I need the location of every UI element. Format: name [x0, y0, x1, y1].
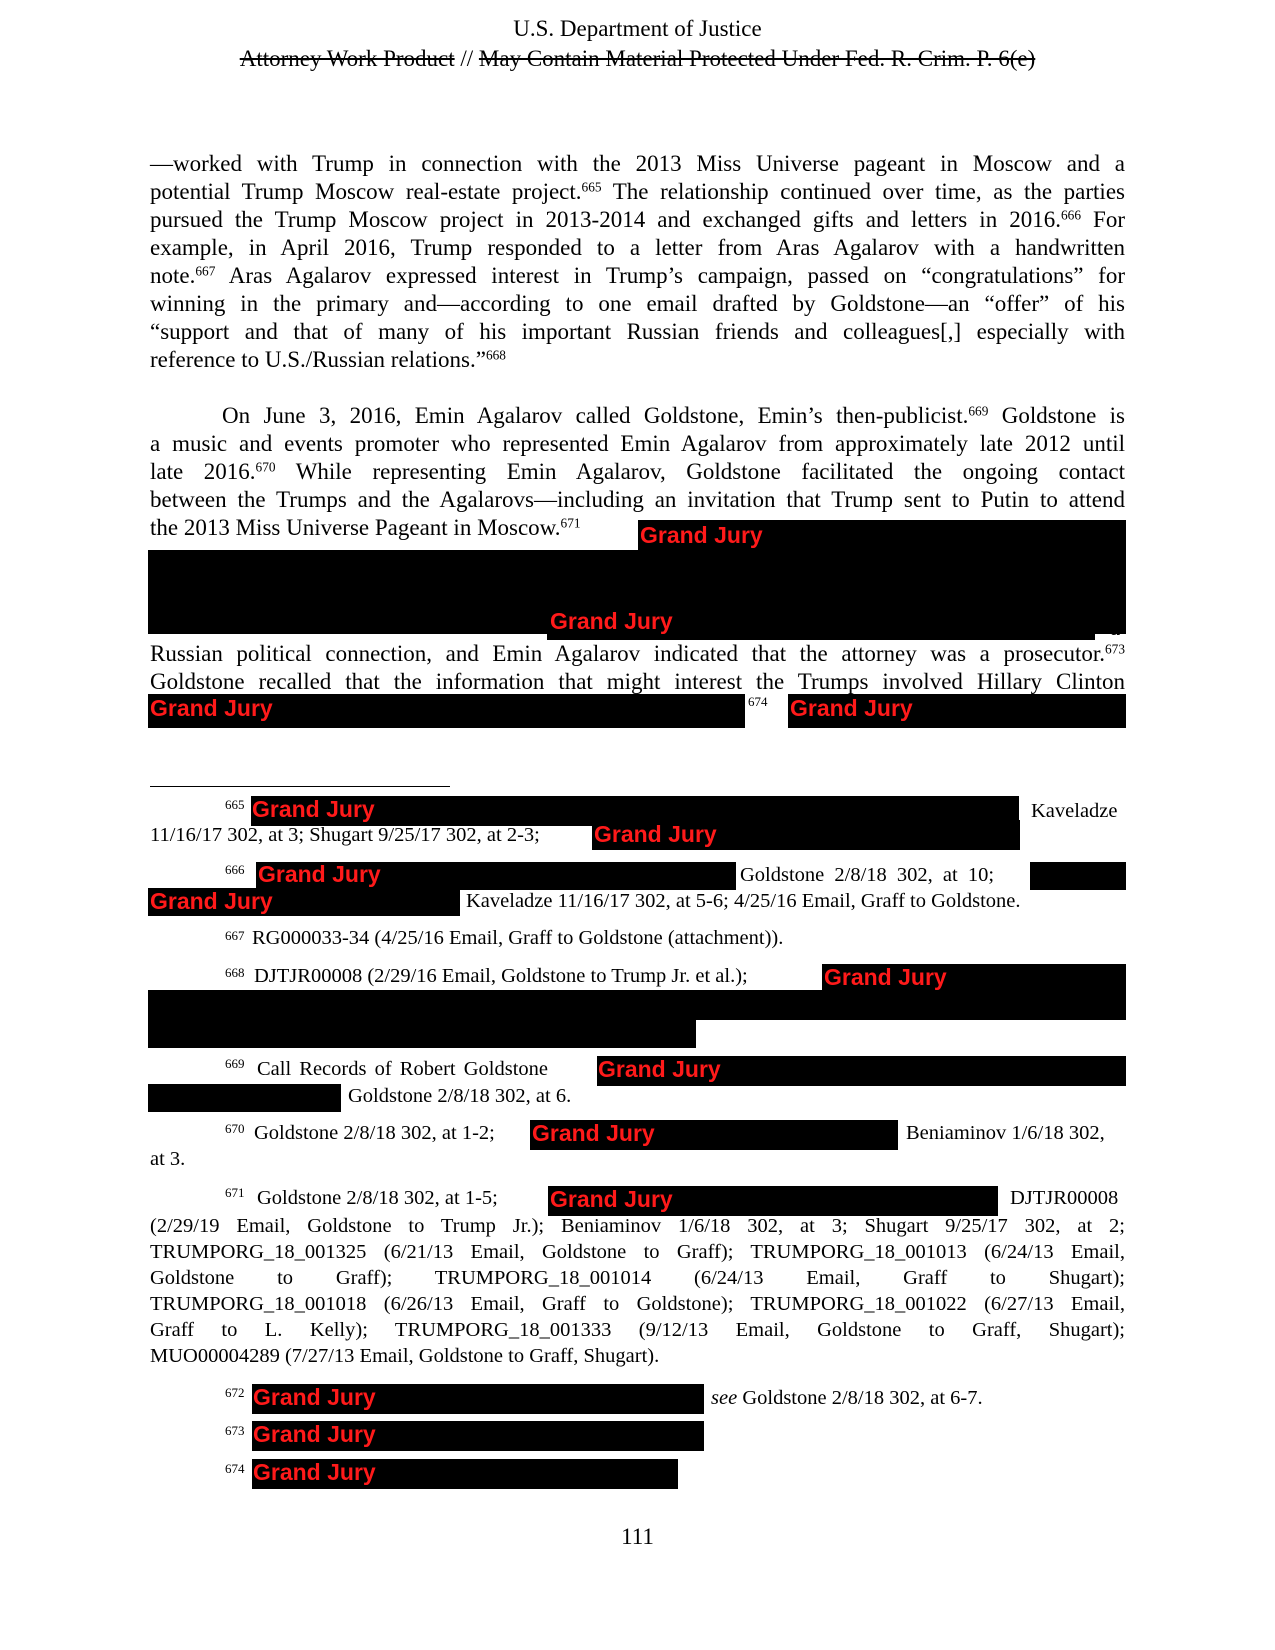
text-line: winning in the primary and—according to one email drafted by Goldstone—an “offer” of his: [150, 291, 1125, 316]
footnote-ref: 674: [748, 694, 768, 709]
footnote-text: 11/16/17 302, at 3; Shugart 9/25/17 302, at 2-3;: [150, 824, 540, 846]
text-fragment: Goldstone understood: [318, 611, 521, 636]
footnote-text: Kaveladze: [1031, 800, 1118, 822]
text-fragment: a: [1110, 615, 1121, 640]
header-agency: U.S. Department of Justice: [513, 16, 762, 41]
redaction-block: [148, 1084, 341, 1112]
footnote-text: Goldstone 2/8/18 302, at 1-2;: [254, 1122, 495, 1144]
redaction-label: Grand Jury: [824, 964, 947, 990]
redaction-label: Grand Jury: [258, 861, 381, 887]
text-line: example, in April 2016, Trump responded to a letter from Aras Agalarov with a handwritten: [150, 235, 1125, 260]
footnote-number: 673: [225, 1423, 245, 1438]
redaction-label: Grand Jury: [150, 888, 273, 914]
see-signal: see: [711, 1387, 738, 1409]
redaction-label: Grand Jury: [594, 821, 717, 847]
footnote-text: RG000033-34 (4/25/16 Email, Graff to Goldstone (attachment)).: [252, 927, 784, 949]
text-line: late 2016.$^{670}$ While representing Emin Agalarov, Goldstone facilitated the ongoing contact: [150, 459, 1125, 484]
text-line: the 2013 Miss Universe Pageant in Moscow.$^{671}$: [150, 515, 581, 540]
text-line: On June 3, 2016, Emin Agalarov called Goldstone, Emin’s then-publicist.$^{669}$ Goldstone is: [222, 403, 1125, 428]
redaction-label: Grand Jury: [790, 695, 913, 721]
text-line: potential Trump Moscow real-estate project.$^{665}$ The relationship continued over time, as the parties: [150, 179, 1125, 204]
footnote-text: Call Records of Robert Goldstone: [257, 1058, 548, 1080]
marking-separator: //: [454, 46, 479, 71]
text-line: pursued the Trump Moscow project in 2013-2014 and exchanged gifts and letters in 2016.$^{666}$ For: [150, 207, 1125, 232]
redaction-label: Grand Jury: [532, 1120, 655, 1146]
footnote-number: 667: [225, 928, 245, 943]
footnote-ref: 671: [560, 515, 581, 531]
header-marking: [0, 46, 1275, 72]
redaction-label: Grand Jury: [550, 1186, 673, 1212]
text-line: —worked with Trump in connection with the 2013 Miss Universe pageant in Moscow and a: [150, 151, 1125, 176]
text-line: Russian political connection, and Emin Agalarov indicated that the attorney was a prosecutor.$^{673}$: [150, 641, 1125, 666]
redaction-label: Grand Jury: [253, 1421, 376, 1447]
footnote-text: DJTJR00008: [1010, 1187, 1119, 1209]
redaction-block: [148, 1018, 696, 1048]
footnote-text: Goldstone 2/8/18 302, at 6.: [348, 1085, 572, 1107]
footnote-number: 674: [225, 1461, 245, 1476]
footnote-number: 669: [225, 1056, 245, 1071]
footnote-ref: 665: [581, 179, 602, 195]
footnote-text: Goldstone 2/8/18 302, at 10;: [740, 864, 995, 886]
redaction-label: Grand Jury: [550, 608, 673, 634]
footnote-ref: 673: [1105, 641, 1125, 657]
redaction-label: Grand Jury: [252, 796, 375, 822]
text-line: between the Trumps and the Agalarovs—including an invitation that Trump sent to Putin to attend: [150, 487, 1125, 512]
footnote-ref: 670: [255, 459, 276, 475]
text-line: note.$^{667}$ Aras Agalarov expressed interest in Trump’s campaign, passed on “congratulations” for: [150, 263, 1125, 288]
footnote-text: TRUMPORG_18_001018 (6/26/13 Email, Graff to Goldstone); TRUMPORG_18_001022 (6/27/13 Email,: [150, 1293, 1125, 1315]
redaction-block: [1030, 862, 1126, 890]
redaction-label: Grand Jury: [150, 695, 273, 721]
text-line: reference to U.S./Russian relations.”$^{668}$: [150, 347, 506, 372]
footnote-number: 665: [225, 797, 245, 812]
redaction-block: [148, 990, 1126, 1020]
footnote-text: (2/29/19 Email, Goldstone to Trump Jr.); Beniaminov 1/6/18 302, at 3; Shugart 9/25/17 302, at 2;: [150, 1215, 1125, 1237]
footnote-text: see Goldstone 2/8/18 302, at 6-7.: [711, 1387, 983, 1409]
text-fragment: .$^{672}$: [266, 605, 292, 630]
redaction-label: Grand Jury: [640, 522, 763, 548]
text-line: “support and that of many of his important Russian friends and colleagues[,] especially with: [150, 319, 1125, 344]
footnote-text: at 3.: [150, 1148, 186, 1170]
redaction-label: Grand Jury: [253, 1384, 376, 1410]
footnote-text: Beniaminov 1/6/18 302,: [906, 1122, 1105, 1144]
footnote-text: TRUMPORG_18_001325 (6/21/13 Email, Goldstone to Graff); TRUMPORG_18_001013 (6/24/13 Email,: [150, 1241, 1125, 1263]
footnote-separator: [150, 786, 450, 787]
page-number: 111: [621, 1524, 654, 1549]
footnote-text: Graff to L. Kelly); TRUMPORG_18_001333 (9/12/13 Email, Goldstone to Graff, Shugart);: [150, 1319, 1125, 1341]
footnote-text: MUO00004289 (7/27/13 Email, Goldstone to Graff, Shugart).: [150, 1345, 660, 1367]
footnote-ref: 667: [195, 263, 216, 279]
footnote-number: 670: [225, 1121, 245, 1136]
marking-grand-jury: May Contain Material Protected Under Fed. R. Crim. P. 6(e): [478, 46, 1036, 71]
text-line: a music and events promoter who represented Emin Agalarov from approximately late 2012 until: [150, 431, 1125, 456]
text-line: Goldstone recalled that the information that might interest the Trumps involved Hillary Clinton: [150, 669, 1125, 694]
footnote-number: 671: [225, 1185, 245, 1200]
marking-work-product: Attorney Work Product: [239, 46, 455, 71]
footnote-text: Goldstone to Graff); TRUMPORG_18_001014 (6/24/13 Email, Graff to Shugart);: [150, 1267, 1125, 1289]
footnote-number: 666: [225, 862, 245, 877]
footnote-number: 668: [225, 965, 245, 980]
footnote-ref: 668: [485, 347, 506, 363]
footnote-text: Kaveladze 11/16/17 302, at 5-6; 4/25/16 Email, Graff to Goldstone.: [466, 890, 1021, 912]
redaction-label: Grand Jury: [253, 1459, 376, 1485]
footnote-ref: 669: [968, 403, 989, 419]
footnote-ref: 666: [1061, 207, 1081, 223]
footnote-text: Goldstone 2/8/18 302, at 1-5;: [257, 1187, 498, 1209]
footnote-ref: 672: [271, 605, 292, 621]
footnote-number: 672: [225, 1385, 245, 1400]
footnote-text: DJTJR00008 (2/29/16 Email, Goldstone to Trump Jr. et al.);: [254, 965, 748, 987]
redaction-label: Grand Jury: [598, 1056, 721, 1082]
